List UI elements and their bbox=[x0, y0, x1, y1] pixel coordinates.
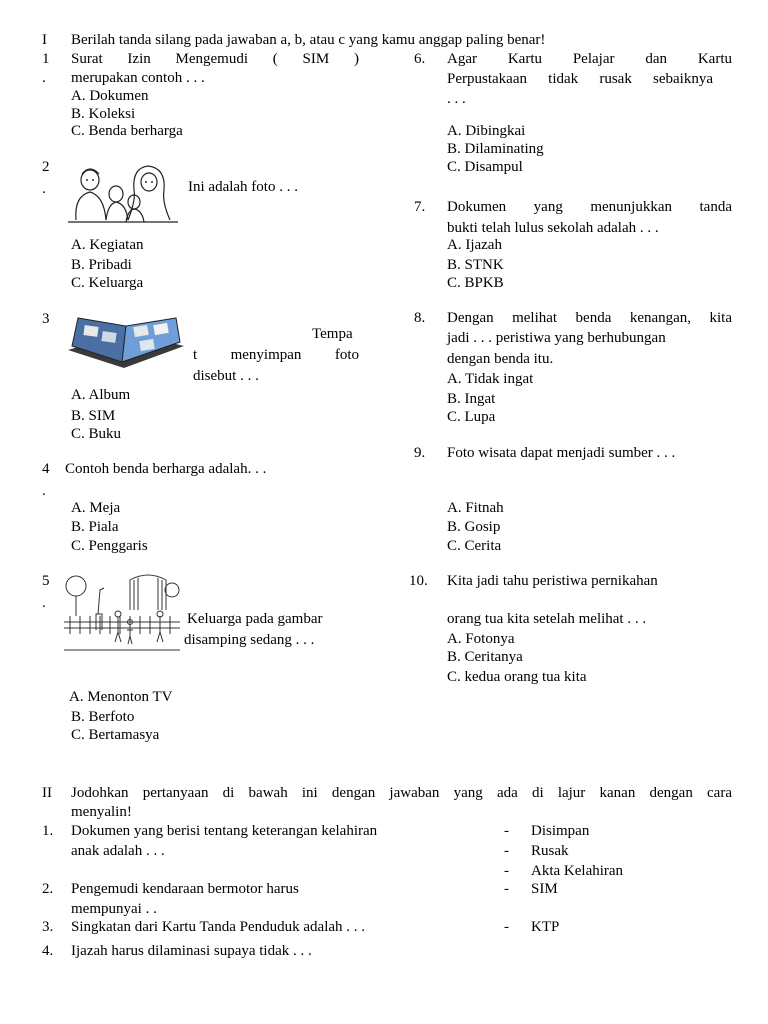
photo-album-illustration bbox=[64, 316, 188, 372]
match-question-number: 3. bbox=[42, 919, 54, 935]
question-number-dot: . bbox=[42, 595, 46, 611]
option: A. Kegiatan bbox=[71, 237, 144, 253]
option: C. Bertamasya bbox=[71, 727, 160, 743]
question-text: Keluarga pada gambar bbox=[187, 611, 323, 627]
question-text: Ini adalah foto . . . bbox=[188, 179, 298, 195]
question-text: disamping sedang . . . bbox=[184, 632, 315, 648]
question-number: 2 bbox=[42, 159, 50, 175]
match-answer-dash: - bbox=[504, 823, 509, 839]
option: C. Buku bbox=[71, 426, 122, 442]
match-answer-dash: - bbox=[504, 843, 509, 859]
option: B. Piala bbox=[71, 519, 119, 535]
option: A. Fitnah bbox=[447, 500, 504, 516]
question-number-dot: . bbox=[42, 70, 46, 86]
match-question-text: mempunyai . . bbox=[71, 901, 157, 917]
option: C. Keluarga bbox=[71, 275, 144, 291]
question-text: Kita jadi tahu peristiwa pernikahan bbox=[447, 573, 658, 589]
option: C. BPKB bbox=[447, 275, 504, 291]
question-number: 7. bbox=[414, 199, 426, 215]
question-text: jadi . . . peristiwa yang berhubungan bbox=[447, 330, 666, 346]
option: B. Dilaminating bbox=[447, 141, 544, 157]
question-text: Perpustakaan tidak rusak sebaiknya bbox=[447, 71, 713, 87]
option: A. Fotonya bbox=[447, 631, 515, 647]
question-number: 9. bbox=[414, 445, 426, 461]
option: A. Menonton TV bbox=[69, 689, 173, 705]
question-text: Foto wisata dapat menjadi sumber . . . bbox=[447, 445, 676, 461]
family-zoo-illustration bbox=[64, 570, 180, 658]
question-text: Dokumen yang menunjukkan tanda bbox=[447, 199, 732, 215]
option: C. Lupa bbox=[447, 409, 496, 425]
section-instruction: menyalin! bbox=[71, 804, 132, 820]
question-text: Tempa bbox=[312, 326, 353, 342]
question-number: 4 bbox=[42, 461, 50, 477]
match-answer: Disimpan bbox=[531, 823, 590, 839]
option: A. Album bbox=[71, 387, 131, 403]
question-number-dot: . bbox=[42, 181, 46, 197]
question-text: dengan benda itu. bbox=[447, 351, 554, 367]
option: B. STNK bbox=[447, 257, 504, 273]
section-roman: II bbox=[42, 785, 52, 801]
option: C. Disampul bbox=[447, 159, 523, 175]
match-answer-dash: - bbox=[504, 919, 509, 935]
question-text: . . . bbox=[447, 91, 466, 107]
match-answer-dash: - bbox=[504, 863, 509, 879]
option: B. SIM bbox=[71, 408, 116, 424]
option: B. Ceritanya bbox=[447, 649, 523, 665]
question-text: Surat Izin Mengemudi ( SIM ) bbox=[71, 51, 359, 67]
option: A. Tidak ingat bbox=[447, 371, 534, 387]
question-number-dot: . bbox=[42, 483, 46, 499]
question-text: Dengan melihat benda kenangan, kita bbox=[447, 310, 732, 326]
option: C. kedua orang tua kita bbox=[447, 669, 587, 685]
option: A. Dibingkai bbox=[447, 123, 526, 139]
match-question-text: Pengemudi kendaraan bermotor harus bbox=[71, 881, 299, 897]
question-text: Agar Kartu Pelajar dan Kartu bbox=[447, 51, 732, 67]
match-answer-dash: - bbox=[504, 881, 509, 897]
match-question-number: 4. bbox=[42, 943, 54, 959]
option: A. Dokumen bbox=[71, 88, 149, 104]
option: B. Pribadi bbox=[71, 257, 132, 273]
match-question-text: Singkatan dari Kartu Tanda Penduduk adalah . . . bbox=[71, 919, 366, 935]
match-question-text: Dokumen yang berisi tentang keterangan kelahiran bbox=[71, 823, 378, 839]
match-question-number: 1. bbox=[42, 823, 54, 839]
option: C. Penggaris bbox=[71, 538, 148, 554]
match-answer: Rusak bbox=[531, 843, 569, 859]
match-answer: KTP bbox=[531, 919, 560, 935]
question-text: merupakan contoh . . . bbox=[71, 70, 205, 86]
question-number: 10. bbox=[409, 573, 428, 589]
match-question-text: Ijazah harus dilaminasi supaya tidak . . . bbox=[71, 943, 312, 959]
option: B. Berfoto bbox=[71, 709, 135, 725]
section-instruction: Jodohkan pertanyaan di bawah ini dengan jawaban yang ada di lajur kanan dengan cara bbox=[71, 785, 732, 801]
option: C. Cerita bbox=[447, 538, 502, 554]
match-question-text: anak adalah . . . bbox=[71, 843, 165, 859]
match-answer: SIM bbox=[531, 881, 558, 897]
option: B. Koleksi bbox=[71, 106, 136, 122]
option: B. Gosip bbox=[447, 519, 501, 535]
question-text: Contoh benda berharga adalah. . . bbox=[65, 461, 267, 477]
question-number: 6. bbox=[414, 51, 426, 67]
question-text: disebut . . . bbox=[193, 368, 259, 384]
family-photo-illustration bbox=[66, 160, 182, 224]
question-text: t menyimpan foto bbox=[193, 347, 359, 363]
section-instruction: Berilah tanda silang pada jawaban a, b, atau c yang kamu anggap paling benar! bbox=[71, 32, 546, 48]
option: A. Ijazah bbox=[447, 237, 502, 253]
question-number: 1 bbox=[42, 51, 50, 67]
question-number: 8. bbox=[414, 310, 426, 326]
match-answer: Akta Kelahiran bbox=[531, 863, 624, 879]
option: B. Ingat bbox=[447, 391, 496, 407]
question-number: 5 bbox=[42, 573, 50, 589]
match-question-number: 2. bbox=[42, 881, 54, 897]
section-roman: I bbox=[42, 32, 47, 48]
question-number: 3 bbox=[42, 311, 50, 327]
option: A. Meja bbox=[71, 500, 121, 516]
option: C. Benda berharga bbox=[71, 123, 183, 139]
question-text: orang tua kita setelah melihat . . . bbox=[447, 611, 647, 627]
question-text: bukti telah lulus sekolah adalah . . . bbox=[447, 220, 659, 236]
